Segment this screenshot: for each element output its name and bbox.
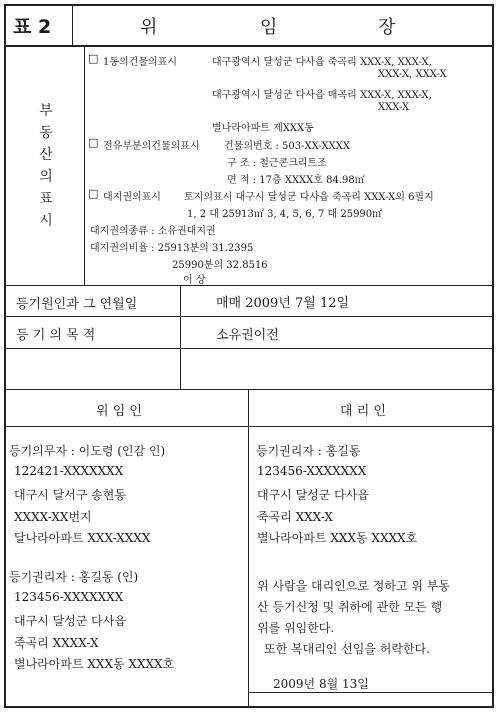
unit-area: 면 적 : 17층 XXXX호 84.98㎡ <box>227 175 365 186</box>
cause-value: 매매 2009년 7월 12일 <box>216 296 350 311</box>
rule-under-parties-heading <box>5 426 494 427</box>
statement-line-4: 또한 복대리인 선임을 허락한다. <box>264 642 430 656</box>
rule-title-left <box>72 5 73 45</box>
agent-line-2: 대구시 달성군 다사읍 <box>257 488 369 502</box>
holder-title: 등기권리자 : 홍길동 (인) <box>9 570 139 584</box>
unit-label: 전유부분의건물의표시 <box>103 141 200 152</box>
unit-checkbox: □ <box>88 136 99 149</box>
land-label: 대지권의표시 <box>103 192 161 203</box>
building-apartment: 별나라아파트 제XXX동 <box>212 123 314 134</box>
agent-line-4: 별나라아파트 XXX동 XXXX호 <box>257 531 418 545</box>
building-address-1-line-2: XXX-X, XXX-X <box>378 69 447 80</box>
building-checkbox: □ <box>88 52 99 65</box>
unit-structure: 구 조 : 철근콘크리트조 <box>227 158 327 169</box>
land-right-kind: 대지권의종류 : 소유권대지권 <box>90 226 216 237</box>
rule-under-cause <box>5 316 494 317</box>
delegation-date: 2009년 8월 13일 <box>273 677 369 691</box>
cause-label: 등기원인과 그 연월일 <box>16 297 138 312</box>
obligor-line-2: 대구시 달서구 송현동 <box>14 488 126 502</box>
land-line-1: 토지의표시 대구시 달성군 다사읍 죽곡리 XXX-X외 6필지 <box>184 192 434 203</box>
table-number: 표 2 <box>13 16 52 38</box>
property-section-label: 부 동 산 의 표 시 <box>39 103 53 229</box>
holder-line-2: 대구시 달성군 다사읍 <box>14 614 126 628</box>
holder-line-1: 123456-XXXXXXX <box>14 590 124 604</box>
land-end-mark: 이 상 <box>183 275 206 286</box>
statement-line-1: 위 사람을 대리인으로 정하고 위 부동 <box>257 579 450 593</box>
title-char-3: 장 <box>378 17 396 38</box>
holder-line-3: 죽곡리 XXXX-X <box>14 636 99 650</box>
purpose-value: 소유권이전 <box>216 328 279 343</box>
rule-under-property <box>5 285 494 286</box>
title-char-2: 임 <box>260 17 278 38</box>
unit-number: 건물의번호 : 503-XX-XXXX <box>224 141 350 152</box>
rule-under-title <box>5 45 494 47</box>
holder-line-4: 별나라아파트 XXX동 XXXX호 <box>14 657 175 671</box>
building-address-2-line-1: 대구광역시 달성군 다사읍 매곡리 XXX-X, XXX-X, <box>212 90 432 101</box>
rule-fields-divider <box>180 285 181 389</box>
land-line-2: 1, 2 대 25913㎡ 3, 4, 5, 6, 7 대 25990㎡ <box>187 209 383 220</box>
obligor-line-1: 122421-XXXXXXX <box>14 464 124 478</box>
building-address-1-line-1: 대구광역시 달성군 다사읍 죽곡리 XXX-X, XXX-X, <box>212 57 432 68</box>
building-label: 1동의건물의표시 <box>103 57 177 68</box>
obligor-title: 등기의무자 : 이도령 (인감 인) <box>9 444 166 458</box>
title-char-1: 위 <box>140 17 158 38</box>
rule-under-purpose <box>5 348 494 349</box>
building-address-2-line-2: XXX-X <box>378 102 410 113</box>
land-right-ratio-2: 25990분의 32.8516 <box>172 260 268 271</box>
rule-right-column-bottom <box>248 692 494 693</box>
obligor-line-3: XXXX-XX번지 <box>14 510 92 524</box>
land-checkbox: □ <box>88 187 99 200</box>
rule-property-label <box>84 45 85 285</box>
obligor-line-4: 달나라아파트 XXX-XXXX <box>14 531 151 545</box>
statement-line-3: 위를 위임한다. <box>257 621 335 635</box>
statement-line-2: 산 등기신청 및 취하에 관한 모든 행 <box>257 600 443 614</box>
rule-parties-divider <box>248 389 249 707</box>
rule-under-blank <box>5 389 494 390</box>
agent-line-1: 123456-XXXXXXX <box>257 464 367 478</box>
purpose-label: 등 기 의 목 적 <box>16 328 96 343</box>
agent-title: 등기권리자 : 홍길동 <box>256 444 361 458</box>
land-right-ratio-1: 대지권의비율 : 25913분의 31.2395 <box>90 243 254 254</box>
delegator-heading: 위 임 인 <box>96 404 142 419</box>
agent-line-3: 죽곡리 XXX-X <box>257 510 333 524</box>
agent-heading: 대 리 인 <box>340 404 386 419</box>
